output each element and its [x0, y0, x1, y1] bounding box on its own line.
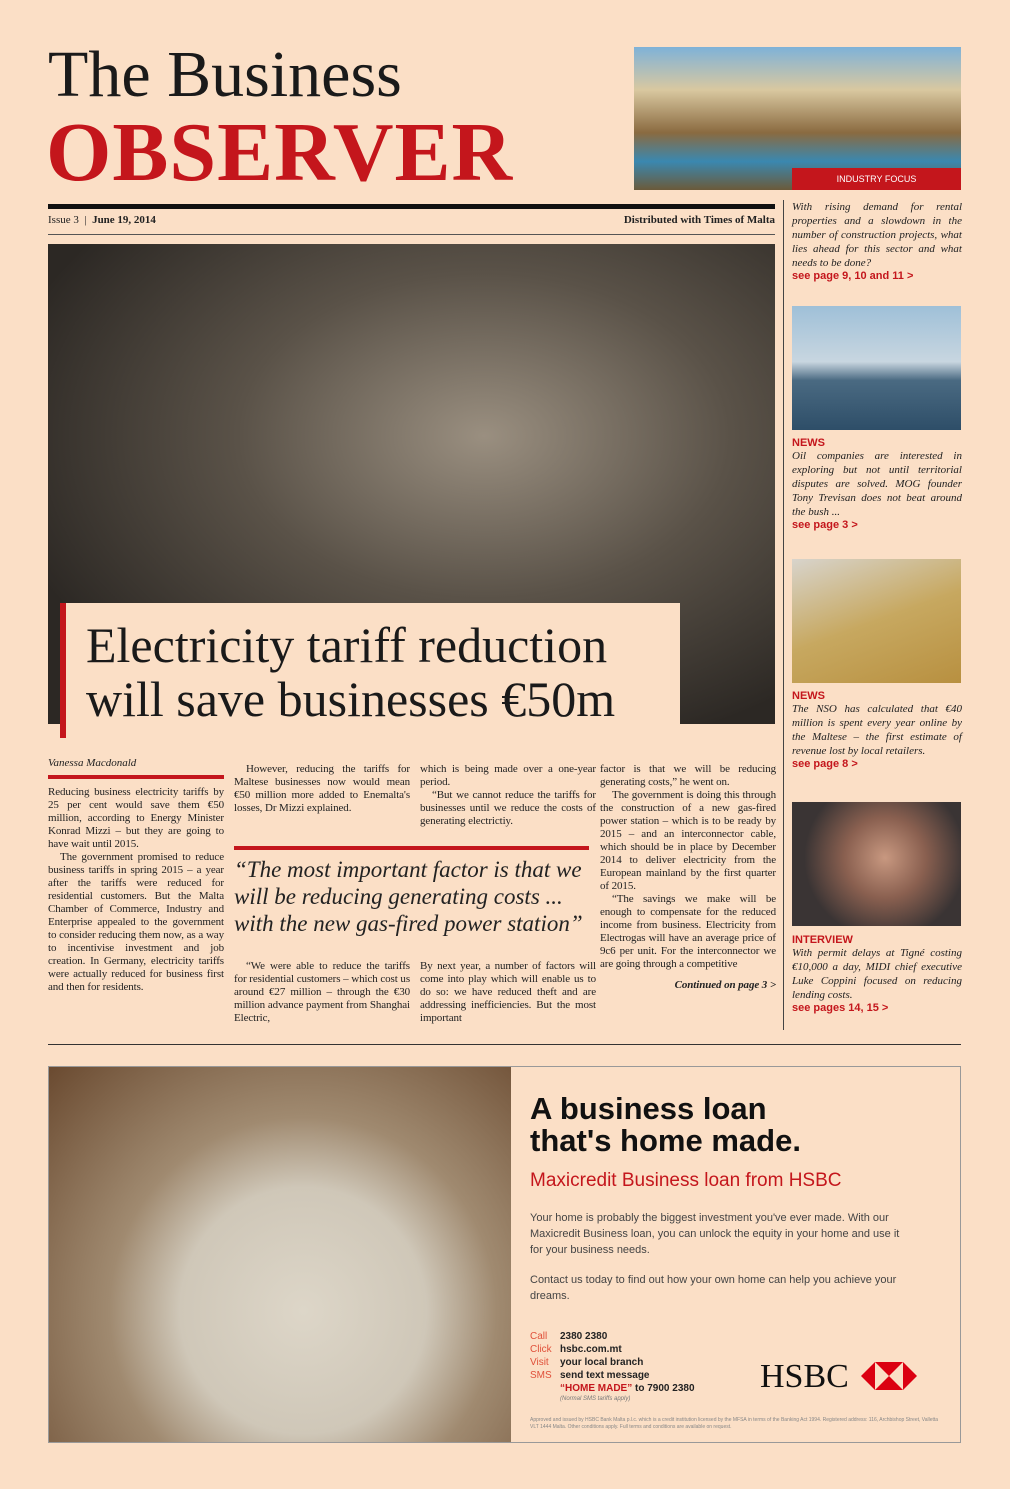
article-column-3-bottom [420, 960, 596, 1025]
page-divider [48, 1044, 961, 1045]
column-divider [783, 200, 784, 1030]
hsbc-hexagon-icon [861, 1362, 917, 1390]
advert-body-2: Contact us today to find out how your own home can help you achieve your dreams. [530, 1274, 897, 1302]
article-column-4 [600, 763, 776, 992]
teaser-text: The NSO has calculated that €40 million is spent every year online by the Maltese – the first estimate of revenue lost by local retailers. [792, 703, 962, 757]
sidebar-story-interview [792, 934, 962, 1014]
separator: | [84, 214, 87, 226]
lead-headline [86, 618, 615, 726]
quote-rule [234, 846, 589, 850]
sidebar-story-oil [792, 437, 962, 531]
paragraph: “But we cannot reduce the tariffs for businesses until we reduce the costs of generating electrictiy. [420, 789, 596, 827]
sms-keyword: “HOME MADE” [560, 1383, 633, 1394]
contact-sms [530, 1369, 695, 1382]
sms-note: (Normal SMS tariffs apply) [560, 1396, 631, 1402]
masthead-rule [48, 204, 775, 209]
contact-call [530, 1330, 695, 1343]
pull-quote: “The most important factor is that we will be reducing generating costs ... with the new gas-fired power station” [234, 857, 583, 936]
headline-accent-bar [60, 603, 66, 738]
paragraph: “We were able to reduce the tariffs for residential customers – which cost us around €27 million – through the €30 million advance payment from Shanghai Electric, [234, 960, 410, 1024]
contact-value: your local branch [560, 1357, 644, 1368]
paragraph: which is being made over a one-year period. [420, 763, 596, 788]
advert-headline [530, 1093, 801, 1157]
industry-focus-tag: INDUSTRY FOCUS [792, 168, 961, 190]
sms-code [530, 1382, 695, 1395]
contact-visit [530, 1356, 695, 1369]
industry-focus-teaser [792, 200, 962, 282]
oil-rig-photo [792, 306, 961, 430]
advert-body-1: Your home is probably the biggest investment you've ever made. With our Maxicredit Business loan, you can unlock the equity in your home and use it for your business needs. [530, 1212, 900, 1256]
advert-subhead: Maxicredit Business loan from HSBC [530, 1170, 842, 1191]
divider [48, 234, 775, 235]
masthead-title: The Business [48, 38, 402, 111]
hsbc-wordmark: HSBC [760, 1358, 849, 1395]
section-label: NEWS [792, 437, 825, 449]
paragraph: By next year, a number of factors will come into play which will enable us to do so: we have reduced theft and are addressing inefficiencies. But the most important [420, 960, 596, 1024]
byline: Vanessa Macdonald [48, 757, 137, 769]
paragraph: The government is doing this through the construction of a new gas-fired power station – which is to be ready by 2015 – and an interconnector cable, which should be in place by December 2014 to deliver electricity from the European mainland by the first quarter of 2015. [600, 789, 776, 892]
contact-click [530, 1343, 695, 1356]
advert-headline-2: that's home made. [530, 1123, 801, 1158]
contact-value: send text message [560, 1370, 650, 1381]
section-label: INTERVIEW [792, 934, 853, 946]
article-column-1 [48, 786, 224, 994]
page-link[interactable]: see page 3 > [792, 519, 858, 531]
article-column-2-bottom [234, 960, 410, 1025]
teaser-text: With rising demand for rental properties and a slowdown in the number of construction projects, what lies ahead for this sector and what needs to be done? [792, 201, 962, 269]
headline-line-1: Electricity tariff reduction [86, 617, 608, 673]
headline-line-2: will save businesses €50m [86, 671, 616, 727]
paragraph: “The savings we make will be enough to compensate for the reduced income from business. Electricity from Electrogas will have an average price of 9c6 per unit. For the interconnector we are going through a competitive [600, 893, 776, 970]
masthead-observer: OBSERVER [46, 106, 514, 199]
issue-date: June 19, 2014 [92, 214, 156, 226]
contact-key: Call [530, 1331, 548, 1342]
sidebar-story-online [792, 690, 962, 770]
teaser-text: Oil companies are interested in exploring but not until territorial disputes are solved. MOG founder Tony Trevisan does not beat around the bush ... [792, 450, 962, 518]
paragraph: Reducing business electricity tariffs by 25 per cent would save them €50 million, according to Energy Minister Konrad Mizzi – but they are going to have wait until 2015. [48, 786, 224, 850]
paragraph: factor is that we will be reducing generating costs,” he went on. [600, 763, 776, 788]
contact-key: Visit [530, 1357, 549, 1368]
issue-info [48, 214, 156, 226]
contact-key: Click [530, 1344, 552, 1355]
advert-photo-cookies [49, 1067, 511, 1442]
interview-portrait [792, 802, 961, 926]
teaser-link[interactable]: see page 9, 10 and 11 > [792, 270, 914, 282]
article-column-2-top [234, 763, 410, 815]
paragraph: However, reducing the tariffs for Maltese businesses now would mean €50 million more added to Enemalta's losses, Dr Mizzi explained. [234, 763, 410, 814]
article-column-3-top [420, 763, 596, 828]
contact-value: hsbc.com.mt [560, 1344, 622, 1355]
advert-contacts [530, 1330, 695, 1403]
paragraph: The government promised to reduce business tariffs in spring 2015 – a year after the tariffs were reduced for residential customers. But the Malta Chamber of Commerce, Industry and Enterprise appealed to the government to consider reducing them now, as a way to incentivise investment and job creation. In Germany, electricity tariffs were actually reduced for business first and then for residents. [48, 851, 224, 993]
page-link[interactable]: see page 8 > [792, 758, 858, 770]
page-link[interactable]: see pages 14, 15 > [792, 1002, 889, 1014]
contact-value: 2380 2380 [560, 1331, 608, 1342]
section-label: NEWS [792, 690, 825, 702]
contact-key: SMS [530, 1370, 552, 1381]
advert-fine-print: Approved and issued by HSBC Bank Malta p.l.c. which is a credit institution licensed by the MFSA in terms of the Banking Act 1994. Registered address: 116, Archbishop Street, Valletta VLT 1444 Malta. Other conditions apply. Full terms and conditions are available on request. [530, 1417, 939, 1430]
issue-number: Issue 3 [48, 214, 79, 226]
distribution-note: Distributed with Times of Malta [623, 214, 775, 226]
sms-number: to 7900 2380 [635, 1383, 695, 1394]
advert-headline-1: A business loan [530, 1091, 767, 1126]
byline-rule [48, 775, 224, 779]
hsbc-logo [760, 1358, 917, 1396]
continued-link[interactable]: Continued on page 3 > [674, 979, 776, 991]
parcels-photo [792, 559, 961, 683]
teaser-text: With permit delays at Tigné costing €10,000 a day, MIDI chief executive Luke Coppini focused on reducing lending costs. [792, 947, 962, 1001]
